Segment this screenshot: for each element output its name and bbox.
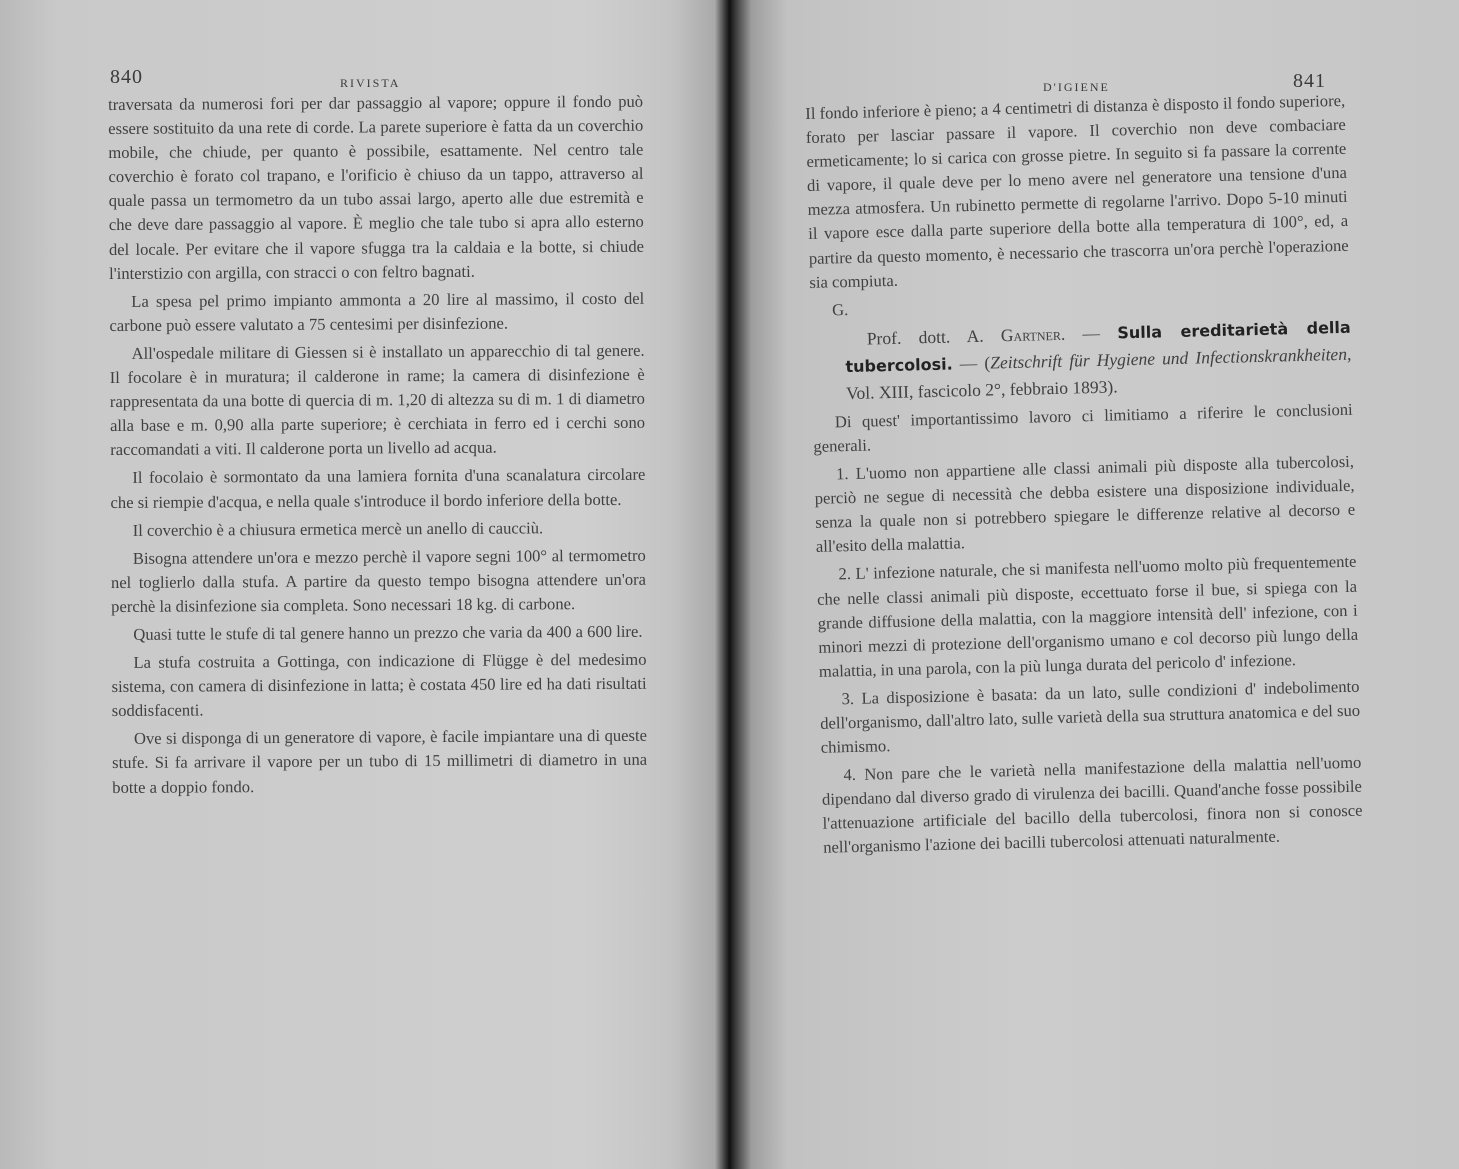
- review-title: Sulla ereditarietà della tubercolosi.: [845, 317, 1351, 376]
- right-text-block: [805, 89, 1363, 864]
- left-page-number: 840: [110, 66, 143, 88]
- left-running-head: RIVISTA: [340, 76, 401, 90]
- review-prefix: Prof. dott. A.: [866, 325, 984, 349]
- right-paragraph-3: 2. L' infezione naturale, che si manifesta nell'uomo molto più frequentemente che nelle classi animali più disposte, eccettuato forse il bue, si spiega con la grande diffusione della malattia, con la maggiore intensità dell' infezione, con i minori mezzi di protezione dell'organismo umano e col decorso più lungo della malattia, in una parola, con la più lunga durata del pericolo d' infezione.: [816, 552, 1359, 681]
- left-paragraph-9: Ove si disponga di un generatore di vapore, è facile impiantare una di queste stufe. Si fa arrivare il vapore per un tubo di 15 millimetri di diametro in una botte a doppio fondo.: [112, 726, 648, 797]
- review-dash: —: [1064, 322, 1118, 344]
- right-paragraph-2: 1. L'uomo non appartiene alle classi animali più disposte alla tubercolosi, perciò ne segue di necessità che debba esistere una disposizione individuale, senza la quale non si potrebbero spiegare le differenze relative al decorso e all'esito della malattia.: [814, 451, 1356, 557]
- left-paragraph-3: All'ospedale militare di Giessen si è installato un apparecchio di tal genere. Il focolare è in muratura; il calderone in rame; la camera di disinfezione è rappresentata da una botte di quercia di m. 1,20 di altezza su di m. 1 di diametro alla base e m. 0,90 alla parte superiore; è cerchiata in ferro ed i cerchi sono raccomandati a viti. Il calderone porta un livello ad acqua.: [109, 340, 646, 460]
- left-paragraph-7: Quasi tutte le stufe di tal genere hanno un prezzo che varia da 400 a 600 lire.: [133, 621, 643, 644]
- right-paragraph-5: 4. Non pare che le varietà nella manifestazione della malattia nell'uomo dipendano dal diverso grado di virulenza dei bacilli. Quand'anche fosse possibile l'attenuazione artificiale del bacillo della tubercolosi, finora non si conosce nell'organismo l'azione dei bacilli tubercolosi attenuati naturalmente.: [821, 752, 1363, 858]
- left-paragraph-4: Il focolaio è sormontato da una lamiera fornita d'una scanalatura circolare che si riempie d'acqua, e nella quale s'introduce il bordo inferiore della botte.: [110, 465, 646, 512]
- review-heading: [810, 314, 1352, 407]
- right-page: [735, 0, 1459, 1169]
- left-paragraph-2: La spesa pel primo impianto ammonta a 20 lire al massimo, il costo del carbone può essere valutato a 75 centesimi per disinfezione.: [109, 288, 645, 335]
- left-paragraph-8: La stufa costruita a Gottinga, con indicazione di Flügge è del medesimo sistema, con camera di disinfezione in latta; è costata 450 lire ed ha dati risultati soddisfacenti.: [111, 649, 647, 721]
- review-journal: Zeitschrift für Hygiene und Infectionskrankheiten,: [989, 343, 1352, 373]
- left-paragraph-6: Bisogna attendere un'ora e mezzo perchè il vapore segni 100° al termometro nel toglierlo dalla stufa. A partire da questo tempo bisogna attendere un'ora perchè la disinfezione sia completa. Sono necessari 18 kg. di carbone.: [110, 545, 647, 616]
- review-author: Gartner.: [1000, 323, 1066, 346]
- right-paragraph-4: 3. La disposizione è basata: da un lato, sulle condizioni d' indebolimento dell'organismo, dall'altro lato, sulle varietà della sua struttura anatomica e del suo chimismo.: [819, 676, 1361, 757]
- review-details: Vol. XIII, fascicolo 2°, febbraio 1893).: [845, 376, 1118, 403]
- left-text-block: [108, 90, 647, 804]
- review-dash-2: — (: [952, 352, 991, 374]
- right-paragraph-1: Di quest' importantissimo lavoro ci limitiamo a riferire le conclusioni generali.: [813, 399, 1353, 456]
- signature: G.: [831, 299, 849, 320]
- right-running-head: D'IGIENE: [1043, 80, 1110, 94]
- right-page-number: 841: [1293, 70, 1326, 92]
- right-intro-paragraph: Il fondo inferiore è pieno; a 4 centimetri di distanza è disposto il fondo superiore, forato per lasciar passare il vapore. Il coverchio non deve combaciare ermeticamente; lo si carica con grosse pietre. In seguito si fa passare la corrente di vapore, il quale deve per lo meno avere nel generatore una tensione d'una mezza atmosfera. Un rubinetto permette di regolarne l'arrivo. Dopo 5-10 minuti il vapore esce dalla parte superiore della botte alla temperatura di 100°, ed, a partire da questo momento, è necessario che trascorra un'ora perchè l'operazione sia compiuta.: [805, 90, 1349, 292]
- left-paragraph-5: Il coverchio è a chiusura ermetica mercè un anello di caucciù.: [132, 517, 544, 540]
- left-page: [0, 0, 715, 1169]
- left-paragraph-1: traversata da numerosi fori per dar passaggio al vapore; oppure il fondo può essere sostituito da una rete di corde. La parete superiore è fatta da un coverchio mobile, che chiude, per quanto è possibile, esattamente. Nel centro tale coverchio è forato col trapano, e l'orificio è chiuso da un tappo, attraverso al quale passa un termometro da un tubo assai largo, aperto alle due estremità e che deve dare passaggio al vapore. È meglio che tale tubo si apra allo esterno del locale. Per evitare che il vapore sfugga tra la caldaia e la botte, si chiude l'interstizio con argilla, con stracci o con feltro bagnati.: [108, 91, 645, 283]
